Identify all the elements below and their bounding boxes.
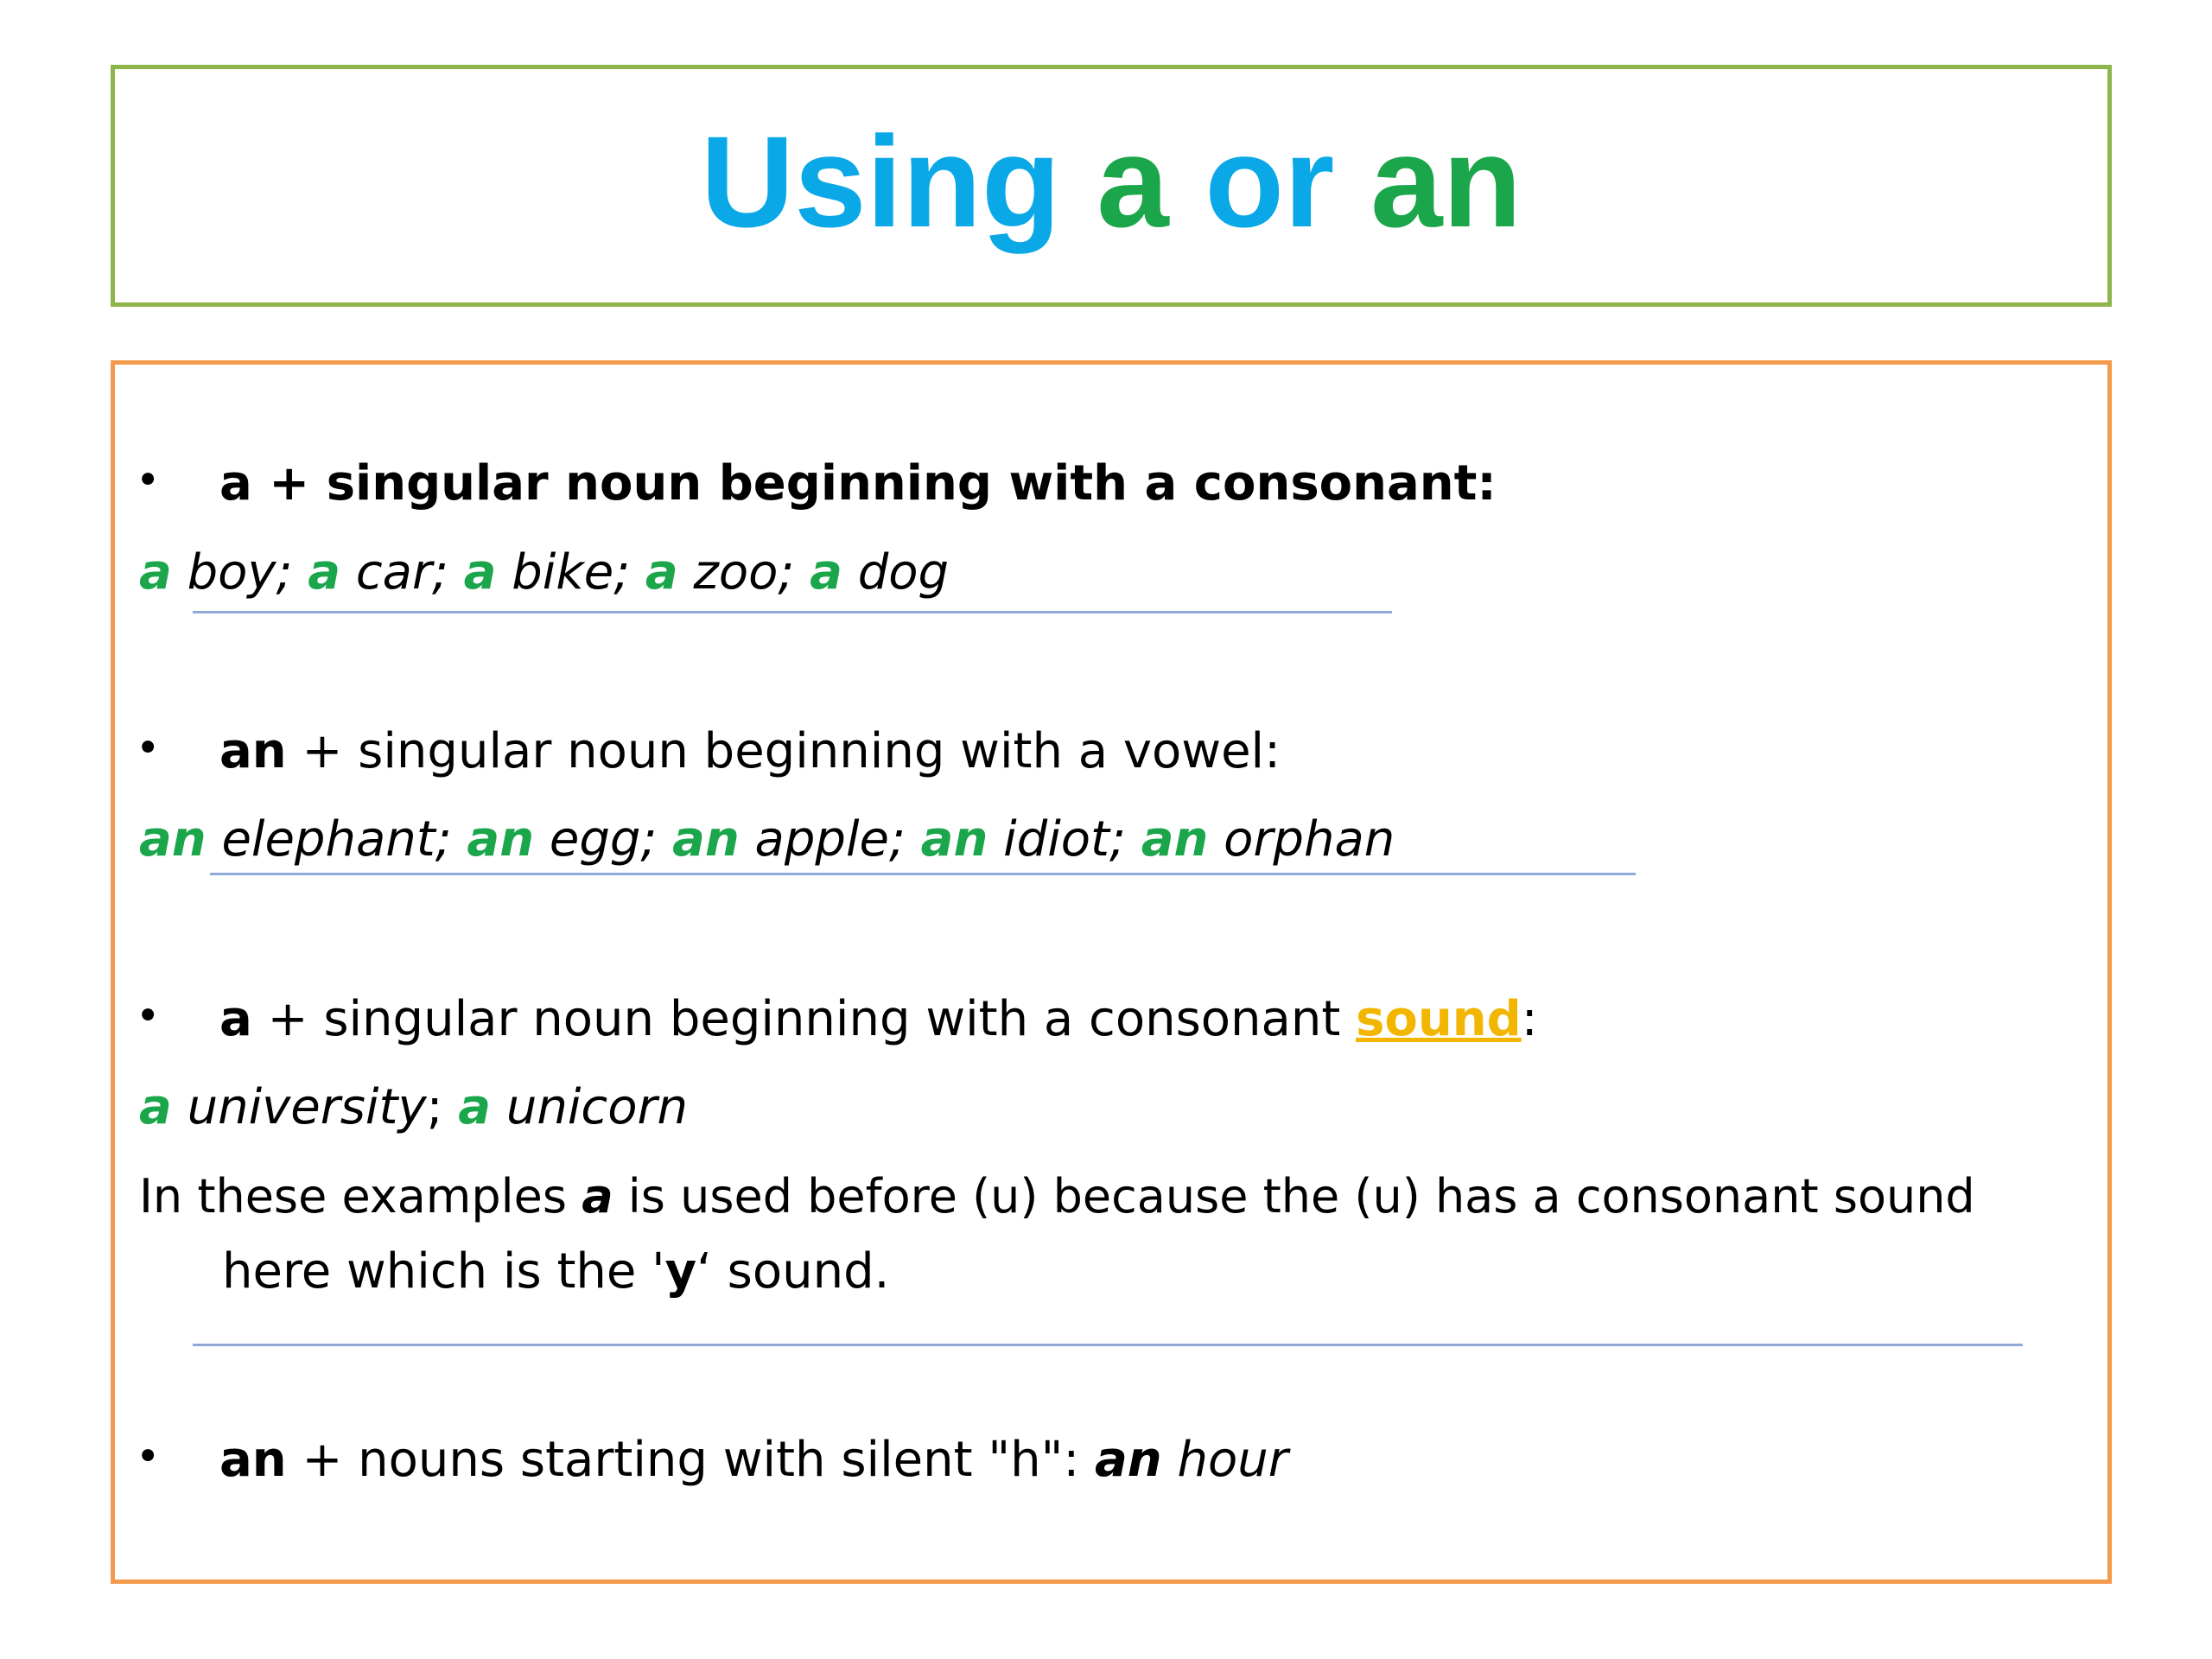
rule1-ex2-noun: car; xyxy=(340,544,448,601)
rule3-examples xyxy=(139,1079,688,1135)
title-word-or: or xyxy=(1205,109,1335,254)
rule1-ex4-noun: zoo; xyxy=(677,544,795,601)
rule1-ex5-noun: dog xyxy=(842,544,950,601)
rule4-heading-bold: an xyxy=(219,1432,287,1488)
rule1-examples xyxy=(139,544,950,601)
rule3-heading-text: + singular noun beginning with a consonant xyxy=(251,991,1357,1047)
rule2-ex3-noun: apple; xyxy=(739,811,906,868)
divider-rule3 xyxy=(193,1344,2023,1346)
divider-rule2 xyxy=(210,873,1636,875)
rule3-ex2-noun: unicorn xyxy=(491,1079,688,1135)
rule3-explanation-line1 xyxy=(139,1169,1975,1224)
rule1-ex2-article: a xyxy=(308,544,341,601)
title-word-a: a xyxy=(1096,109,1169,254)
rule2-ex3-article: an xyxy=(672,811,740,868)
rule2-heading-text: + singular noun beginning with a vowel: xyxy=(286,723,1281,779)
rule1-ex3-article: a xyxy=(463,544,497,601)
bullet-icon: • xyxy=(136,724,161,772)
rule2-ex1-article: an xyxy=(139,811,207,868)
rule2-ex5-noun: orphan xyxy=(1208,811,1395,868)
title-word-using: Using xyxy=(700,109,1061,254)
title-box xyxy=(111,65,2112,307)
rule1-ex4-article: a xyxy=(645,544,678,601)
rule4-ex-article: an xyxy=(1095,1432,1162,1488)
rule2-ex5-article: an xyxy=(1141,811,1209,868)
rule3-explanation-line2 xyxy=(222,1243,890,1300)
rule3-explain-a: a xyxy=(582,1169,613,1224)
rule3-explain-2: is used before (u) because the (u) has a consonant sound xyxy=(613,1169,1975,1224)
page-title xyxy=(700,109,1522,254)
rule3-ex-separator: ; xyxy=(426,1079,443,1135)
rule2-examples xyxy=(139,811,1395,868)
bullet-icon: • xyxy=(136,1433,161,1481)
rule2-ex4-noun: idiot; xyxy=(988,811,1126,868)
rule2-ex4-article: an xyxy=(920,811,988,868)
rule2-ex2-noun: egg; xyxy=(534,811,658,868)
content-box xyxy=(111,360,2112,1584)
rule4-heading xyxy=(136,1432,1288,1488)
title-word-an: an xyxy=(1370,109,1522,254)
bullet-icon: • xyxy=(136,992,161,1040)
rule2-ex2-article: an xyxy=(467,811,535,868)
rule3-ex1-noun: university xyxy=(171,1079,427,1135)
rule3-heading-bold: a xyxy=(219,991,252,1047)
rule3-explain-4: ‘ sound. xyxy=(696,1243,890,1300)
rule3-highlight-sound: sound xyxy=(1356,991,1522,1047)
rule3-heading-end: : xyxy=(1521,991,1538,1047)
rule1-heading xyxy=(136,455,1497,512)
rule1-ex1-article: a xyxy=(139,544,172,601)
rule4-heading-text: + nouns starting with silent "h": xyxy=(286,1432,1096,1488)
rule3-explain-3: here which is the ' xyxy=(222,1243,665,1300)
rule3-ex2-article: a xyxy=(458,1079,492,1135)
rule3-ex1-article: a xyxy=(139,1079,172,1135)
rule1-ex1-noun: boy; xyxy=(171,544,293,601)
rule1-heading-text: a + singular noun beginning with a consonant: xyxy=(219,455,1497,512)
bullet-icon: • xyxy=(136,456,161,505)
rule3-heading xyxy=(136,991,1538,1047)
rule4-ex-noun: hour xyxy=(1161,1432,1288,1488)
rule1-ex5-article: a xyxy=(810,544,842,601)
rule3-explain-1: In these examples xyxy=(139,1169,582,1224)
rule1-ex3-noun: bike; xyxy=(496,544,631,601)
rule2-heading-bold: an xyxy=(219,723,287,779)
rule2-ex1-noun: elephant; xyxy=(206,811,452,868)
divider-rule1 xyxy=(193,611,1392,613)
rule2-heading xyxy=(136,723,1281,779)
rule3-explain-y: y xyxy=(664,1243,697,1300)
